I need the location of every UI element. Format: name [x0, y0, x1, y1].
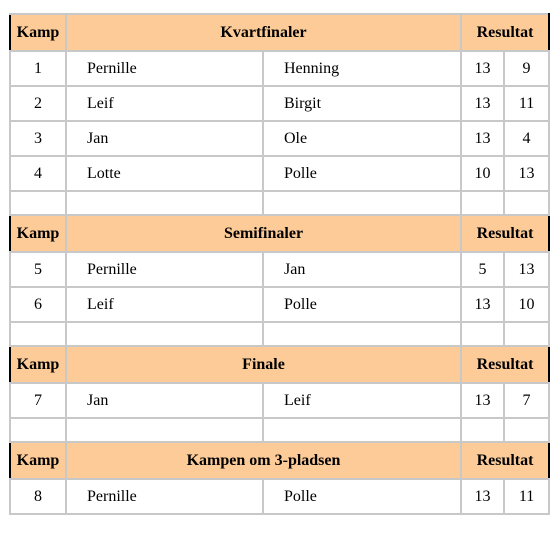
score-one: 13: [461, 51, 504, 86]
player-two: Birgit: [263, 86, 461, 121]
score-one: 10: [461, 156, 504, 191]
player-two: Leif: [263, 383, 461, 418]
result-header: Resultat: [461, 215, 549, 252]
empty-cell: [66, 191, 263, 215]
empty-cell: [263, 418, 461, 442]
spacer-row: [10, 191, 549, 215]
match-row: [10, 156, 549, 191]
player-one: Leif: [66, 287, 263, 322]
player-two: Polle: [263, 479, 461, 514]
match-number: 6: [10, 287, 66, 322]
match-row: [10, 86, 549, 121]
tournament-results-table: [9, 13, 550, 515]
score-two: 13: [504, 156, 549, 191]
match-row: [10, 479, 549, 514]
player-one: Lotte: [66, 156, 263, 191]
empty-cell: [10, 191, 66, 215]
player-one: Jan: [66, 383, 263, 418]
player-two: Henning: [263, 51, 461, 86]
player-one: Pernille: [66, 51, 263, 86]
empty-cell: [66, 322, 263, 346]
empty-cell: [66, 418, 263, 442]
empty-cell: [263, 191, 461, 215]
player-two: Polle: [263, 156, 461, 191]
match-row: [10, 252, 549, 287]
player-one: Pernille: [66, 479, 263, 514]
score-one: 13: [461, 383, 504, 418]
empty-cell: [461, 191, 504, 215]
score-one: 13: [461, 86, 504, 121]
score-one: 5: [461, 252, 504, 287]
empty-cell: [504, 418, 549, 442]
score-two: 11: [504, 86, 549, 121]
player-two: Ole: [263, 121, 461, 156]
match-number: 8: [10, 479, 66, 514]
spacer-row: [10, 322, 549, 346]
score-one: 13: [461, 479, 504, 514]
score-two: 7: [504, 383, 549, 418]
section-header-row: [10, 346, 549, 383]
round-header: Kampen om 3-pladsen: [66, 442, 461, 479]
player-one: Jan: [66, 121, 263, 156]
spacer-row: [10, 418, 549, 442]
kamp-header: Kamp: [10, 14, 66, 51]
empty-cell: [461, 418, 504, 442]
empty-cell: [10, 418, 66, 442]
match-number: 1: [10, 51, 66, 86]
empty-cell: [461, 322, 504, 346]
section-header-row: [10, 442, 549, 479]
match-row: [10, 287, 549, 322]
score-one: 13: [461, 287, 504, 322]
match-row: [10, 51, 549, 86]
empty-cell: [10, 322, 66, 346]
player-two: Jan: [263, 252, 461, 287]
kamp-header: Kamp: [10, 346, 66, 383]
match-number: 3: [10, 121, 66, 156]
match-number: 2: [10, 86, 66, 121]
result-header: Resultat: [461, 442, 549, 479]
empty-cell: [504, 322, 549, 346]
section-header-row: [10, 215, 549, 252]
player-two: Polle: [263, 287, 461, 322]
match-number: 7: [10, 383, 66, 418]
section-header-row: [10, 14, 549, 51]
score-two: 11: [504, 479, 549, 514]
match-row: [10, 121, 549, 156]
kamp-header: Kamp: [10, 215, 66, 252]
result-header: Resultat: [461, 14, 549, 51]
empty-cell: [504, 191, 549, 215]
score-two: 10: [504, 287, 549, 322]
kamp-header: Kamp: [10, 442, 66, 479]
round-header: Semifinaler: [66, 215, 461, 252]
empty-cell: [263, 322, 461, 346]
score-one: 13: [461, 121, 504, 156]
player-one: Pernille: [66, 252, 263, 287]
match-number: 5: [10, 252, 66, 287]
score-two: 9: [504, 51, 549, 86]
match-number: 4: [10, 156, 66, 191]
match-row: [10, 383, 549, 418]
round-header: Kvartfinaler: [66, 14, 461, 51]
score-two: 4: [504, 121, 549, 156]
score-two: 13: [504, 252, 549, 287]
tournament-results-body: [10, 14, 549, 514]
result-header: Resultat: [461, 346, 549, 383]
player-one: Leif: [66, 86, 263, 121]
round-header: Finale: [66, 346, 461, 383]
